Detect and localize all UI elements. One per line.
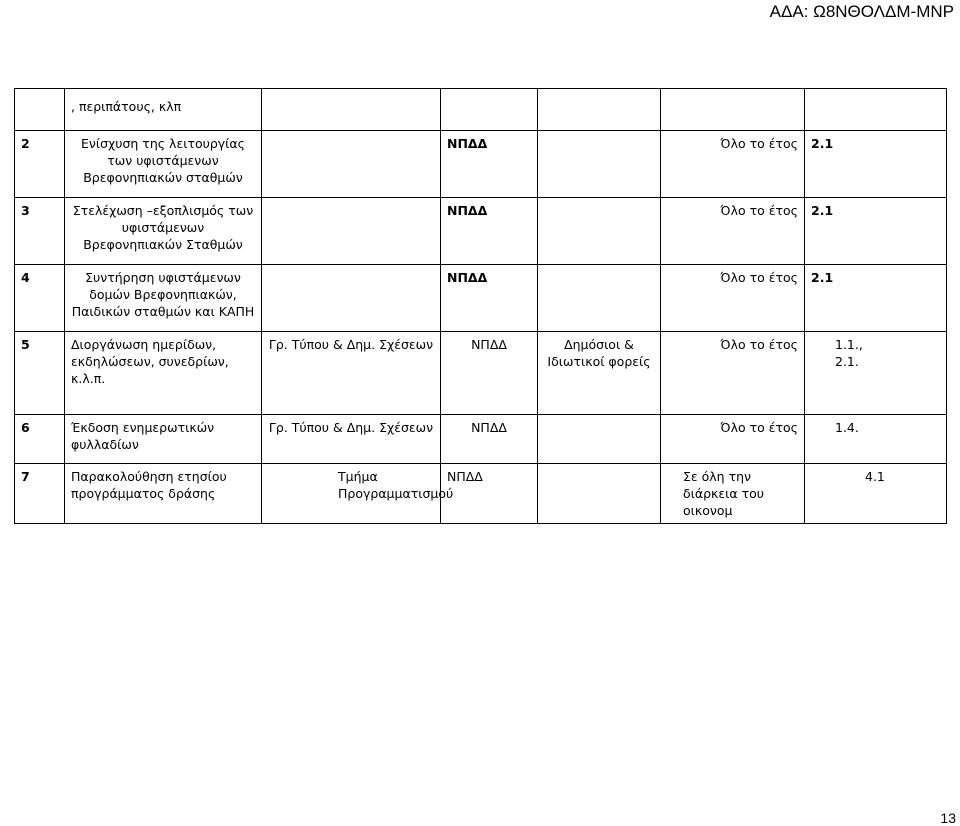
partners-cell	[538, 89, 661, 131]
link-cell: 1.4.	[805, 415, 947, 464]
implementer-cell: ΝΠΔΔ	[441, 198, 538, 265]
partners-cell: Δημόσιοι & Ιδιωτικοί φορείς	[538, 332, 661, 415]
implementer-cell: ΝΠΔΔ	[441, 265, 538, 332]
implementer-cell: ΝΠΔΔ	[441, 332, 538, 415]
row-number	[15, 89, 65, 131]
action-cell: Στελέχωση –εξοπλισμός των υφιστάμενων Βρεφονηπιακών Σταθμών	[65, 198, 262, 265]
link-cell: 1.1., 2.1.	[805, 332, 947, 415]
row-number: 2	[15, 131, 65, 198]
table-row	[15, 332, 947, 415]
implementer-cell: ΝΠΔΔ	[441, 415, 538, 464]
action-cell: Διοργάνωση ημερίδων, εκδηλώσεων, συνεδρίων, κ.λ.π.	[65, 332, 262, 415]
row-number: 6	[15, 415, 65, 464]
table-row	[15, 415, 947, 464]
table-row	[15, 131, 947, 198]
action-cell: Έκδοση ενημερωτικών φυλλαδίων	[65, 415, 262, 464]
partners-cell	[538, 131, 661, 198]
table-row	[15, 198, 947, 265]
action-cell: Συντήρηση υφιστάμενων δομών Βρεφονηπιακών, Παιδικών σταθμών και ΚΑΠΗ	[65, 265, 262, 332]
implementer-cell	[441, 89, 538, 131]
page-number: 13	[940, 810, 956, 826]
timeframe-cell: Σε όλη την διάρκεια του οικονομ	[661, 464, 805, 524]
row-number: 7	[15, 464, 65, 524]
action-cell: Ενίσχυση της λειτουργίας των υφιστάμενων Βρεφονηπιακών σταθμών	[65, 131, 262, 198]
partners-cell	[538, 198, 661, 265]
row-number: 5	[15, 332, 65, 415]
timeframe-cell: Όλο το έτος	[661, 332, 805, 415]
implementer-cell: ΝΠΔΔ	[441, 464, 538, 524]
partners-cell	[538, 265, 661, 332]
responsible-cell: Γρ. Τύπου & Δημ. Σχέσεων	[262, 415, 441, 464]
link-cell	[805, 89, 947, 131]
link-cell: 2.1	[805, 131, 947, 198]
link-cell: 4.1	[805, 464, 947, 524]
table-row	[15, 464, 947, 524]
link-cell: 2.1	[805, 265, 947, 332]
action-cell: Παρακολούθηση ετησίου προγράμματος δράσης	[65, 464, 262, 524]
row-number: 3	[15, 198, 65, 265]
timeframe-cell: Όλο το έτος	[661, 265, 805, 332]
implementer-cell: ΝΠΔΔ	[441, 131, 538, 198]
action-plan-table	[14, 88, 947, 524]
responsible-cell	[262, 131, 441, 198]
responsible-cell: Γρ. Τύπου & Δημ. Σχέσεων	[262, 332, 441, 415]
action-cell: , περιπάτους, κλπ	[65, 89, 262, 131]
link-cell: 2.1	[805, 198, 947, 265]
partners-cell	[538, 415, 661, 464]
ada-header: ΑΔΑ: Ω8ΝΘΟΛΔΜ-ΜΝΡ	[769, 2, 954, 21]
timeframe-cell: Όλο το έτος	[661, 131, 805, 198]
responsible-cell	[262, 265, 441, 332]
partners-cell	[538, 464, 661, 524]
timeframe-cell: Όλο το έτος	[661, 415, 805, 464]
row-number: 4	[15, 265, 65, 332]
responsible-cell: Τμήμα Προγραμματισμού	[262, 464, 441, 524]
table-row	[15, 265, 947, 332]
responsible-cell	[262, 198, 441, 265]
timeframe-cell: Όλο το έτος	[661, 198, 805, 265]
responsible-cell	[262, 89, 441, 131]
table-row	[15, 89, 947, 131]
timeframe-cell	[661, 89, 805, 131]
